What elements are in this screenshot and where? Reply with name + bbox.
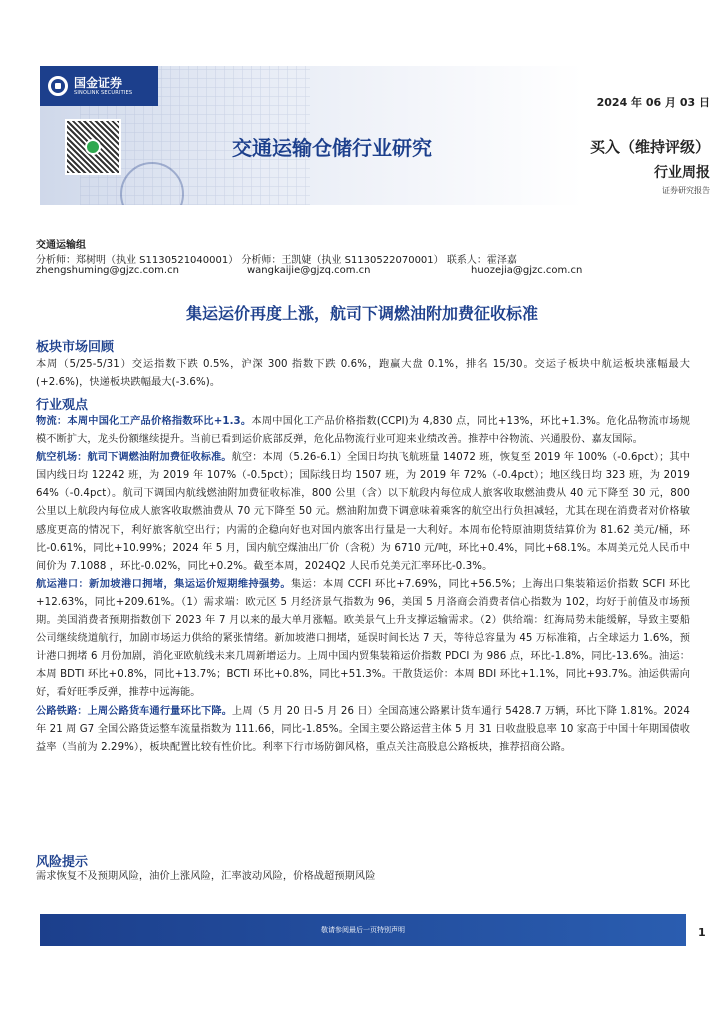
brand-logo bbox=[40, 66, 158, 106]
market-review-text bbox=[36, 356, 690, 392]
report-type: 行业周报 bbox=[654, 165, 710, 181]
report-date: 2024 年 06 月 03 日 bbox=[596, 96, 710, 109]
brand-name-en: SINOLINK SECURITIES bbox=[74, 89, 133, 96]
report-headline: 集运运价再度上涨，航司下调燃油附加费征收标准 bbox=[185, 304, 538, 323]
aviation-paragraph bbox=[36, 449, 690, 576]
analyst-line: 分析师：郑树明（执业 S1130521040001） 分析师：王凯婕（执业 S1130522070001） 联系人：霍泽嘉 bbox=[36, 255, 517, 266]
research-group: 交通运输组 bbox=[36, 240, 86, 251]
rating: 买入（维持评级） bbox=[589, 138, 710, 156]
aviation-text: 航空：本周（5.26-6.1）全国日均执飞航班量 14072 班，恢复至 2019 年 100%（-0.6pct）；其中国内线日均 12242 班，为 2019 年 107%（-0.5pct）；国际线日均 1507 班，为 2019 年 72%（-0.4pct）；地区线日均 323 班，为 2019 64%（-0.4pct）。航司下调国内航线燃油附加费征收标准，800 公里（含）以下航段内每位成人旅客收取燃油费从 40 元下降至 30 元，800 公里以上航段内每位成人旅客收取燃油费从 70 元下降至 50 元。燃油附加费下调意味着乘客的航空出行负担减轻，尤其在现在消费者对价格敏感度更高的情况下，利好旅客航空出行；内需的企稳向好也对国内旅客出行量是一大利好。本周布伦特原油期货结算价为 81.62 美元/桶，环比-0.61%，同比+10.99%；2024 年 5 月，国内航空煤油出厂价（含税）为 6710 元/吨，环比+0.4%，同比+68.1%。本周美元兑人民币中间价为 7.1088 ，环比-0.02%，同比+0.2%。截至本周，2024Q2 人民币兑美元汇率环比-0.3%。 bbox=[36, 452, 690, 572]
email-link[interactable]: huozejia@gjzc.com.cn bbox=[471, 265, 583, 276]
footer-disclaimer: 敬请参阅最后一页特别声明 bbox=[321, 926, 405, 934]
logistics-lead: 物流：本周中国化工产品价格指数环比+1.3。 bbox=[36, 416, 252, 427]
section-heading-view: 行业观点 bbox=[36, 398, 89, 413]
shipping-text: 集运：本周 CCFI 环比+7.69%，同比+56.5%；上海出口集装箱运价指数 SCFI 环比+12.63%，同比+209.61%。（1）需求端：欧元区 5 月经济景气指数为 96，美国 5 月洛商会消费者信心指数为 102，均好于前值及市场预期。美国消费者预期指数创下 2023 年 7 月以来的最大单月涨幅。欧美景气上升支撑运输需求。（2）供给端：红海局势未能缓解，导致主要船公司继续绕道航行，加剧市场运力供给的紧张情绪。新加坡港口拥堵，延误时间长达 7 天，等待总容量为 45 万标准箱，占全球运力 1.6%，预计港口拥堵 6 月份加剧，消化亚欧航线未来几周新增运力。上周中国内贸集装箱运价指数 PDCI 为 986 点，环比-1.8%，同比-13.6%。油运：本周 BDTI 环比+0.8%，同比+13.7%；BCTI 环比+0.8%，同比+51.3%。干散货运价：本周 BDI 环比+1.1%，同比+93.7%。油运供需向好，看好旺季反弹，推荐中远海能。 bbox=[36, 578, 690, 699]
email-link[interactable]: wangkaijie@gjzq.com.cn bbox=[247, 265, 371, 276]
aviation-lead: 航空机场：航司下调燃油附加费征收标准。 bbox=[36, 452, 232, 464]
logistics-text: 本周中国化工产品价格指数(CCPI)为 4,830 点，同比+13%，环比+1.3%。危化品物流市场规模不断扩大，龙头份额继续提升。当前已看到运价底部反弹，危化品物流行业可迎来业绩改善。推荐中谷物流、兴通股份、嘉友国际。 bbox=[36, 416, 690, 446]
risk-text bbox=[36, 868, 690, 886]
page-number: 1 bbox=[698, 926, 706, 939]
section-heading-risk: 风险提示 bbox=[36, 855, 89, 870]
risk-paragraph: 需求恢复不及预期风险，油价上涨风险，汇率波动风险，价格战超预期风险 bbox=[36, 871, 376, 882]
road-text: 上周（5 月 20 日-5 月 26 日）全国高速公路累计货车通行 5428.7 万辆，环比下降 1.81%。2024 年 21 周 G7 全国公路货运整车流量指数为 111.66，同比-1.85%。全国主要公路运营主体 5 月 31 日收盘股息率 10 家高于中国十年期国债收益率（当前为 2.29%），板块配置比较有性价比。利率下行市场防御风格，重点关注高股息公路板块，推荐招商公路。 bbox=[36, 705, 690, 753]
report-kind: 证券研究报告 bbox=[662, 186, 710, 195]
industry-view-text bbox=[36, 413, 690, 757]
brand-mark-icon bbox=[48, 76, 68, 96]
brand-name-cn: 国金证券 bbox=[74, 75, 123, 90]
shipping-lead: 航运港口：新加坡港口拥堵，集运运价短期维持强势。 bbox=[36, 578, 291, 590]
logistics-paragraph bbox=[36, 413, 690, 449]
analyst-emails bbox=[36, 265, 696, 276]
market-review-paragraph: 本周（5/25-5/31）交运指数下跌 0.5%，沪深 300 指数下跌 0.6%，跑赢大盘 0.1%，排名 15/30。交运子板块中航运板块涨幅最大(+2.6%)，快递板块跌幅最大(-3.6%)。 bbox=[36, 359, 690, 389]
report-title: 交通运输仓储行业研究 bbox=[232, 136, 432, 160]
road-paragraph bbox=[36, 703, 690, 757]
road-lead: 公路铁路：上周公路货车通行量环比下降。 bbox=[36, 705, 233, 717]
wechat-icon bbox=[85, 139, 101, 155]
email-link[interactable]: zhengshuming@gjzc.com.cn bbox=[36, 265, 179, 276]
section-heading-market: 板块市场回顾 bbox=[36, 340, 115, 355]
shipping-paragraph bbox=[36, 576, 690, 703]
